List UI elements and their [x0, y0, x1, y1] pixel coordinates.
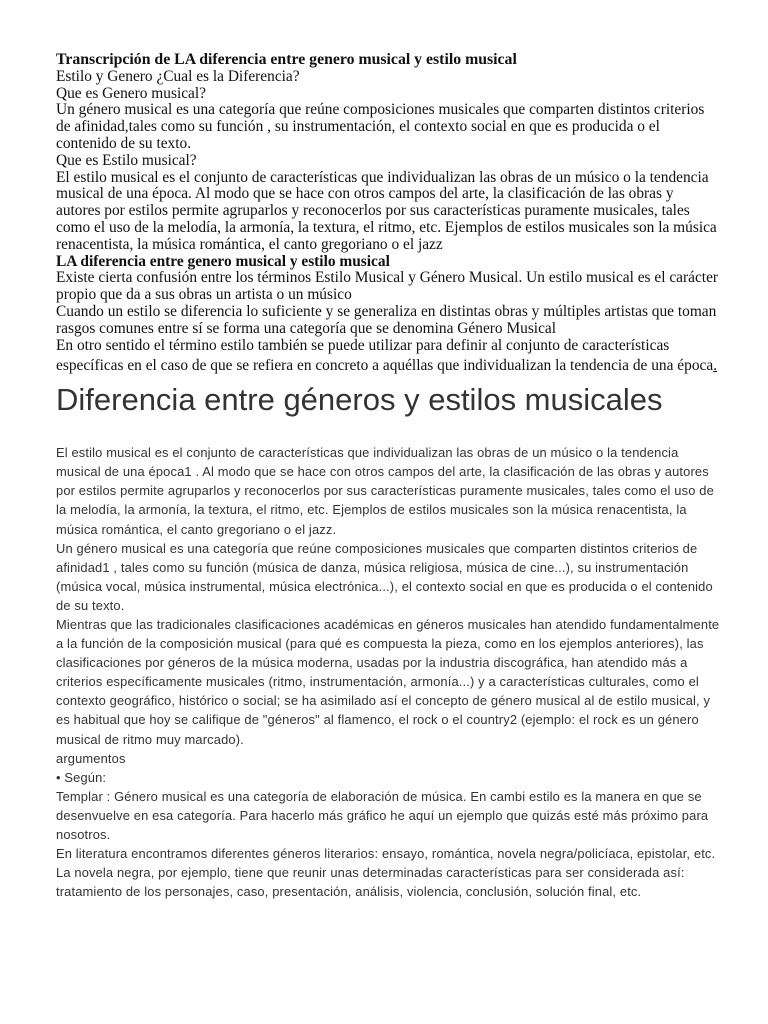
question-difference: Estilo y Genero ¿Cual es la Diferencia? — [56, 67, 300, 85]
section-subtitle: LA diferencia entre genero musical y estilo musical — [56, 252, 390, 270]
answer-genre: Un género musical es una categoría que reúne composiciones musicales que comparten distintos criterios de afinidad,tales como su función , su instrumentación, el contexto social en que es producida o el contenido de su texto. — [56, 101, 705, 152]
trailing-period: . — [713, 357, 718, 375]
transcription-title: Transcripción de LA diferencia entre genero musical y estilo musical — [56, 51, 517, 68]
paragraph-generalization: Cuando un estilo se diferencia lo suficiente y se generaliza en distintas obras y múltiples artistas que toman rasgos comunes entre sí se forma una categoría que se denomina Género Musical — [56, 302, 717, 337]
article-heading: Diferencia entre géneros y estilos musicales — [56, 382, 663, 418]
article-paragraph-literature: En literatura encontramos diferentes géneros literarios: ensayo, romántica, novela negra/policíaca, epistolar, etc. La novela negra, por ejemplo, tiene que reunir unas determinadas características para ser considerada así: tratamiento de los personajes, caso, presentación, análisis, violencia, conclusión, solución final, etc. — [56, 846, 716, 900]
answer-style: El estilo musical es el conjunto de características que individualizan las obras de un músico o la tendencia musical de una época. Al modo que se hace con otros campos del arte, la clasificación de las obras y autores por estilos permite agruparlos y reconocerlos por sus características puramente musicales, tales como el uso de la melodía, la armonía, la textura, el ritmo, etc. Ejemplos de estilos musicales son la música renacentista, la música romántica, el canto gregoriano o el jazz — [56, 168, 717, 253]
paragraph-confusion: Existe cierta confusión entre los términos Estilo Musical y Género Musical. Un estilo musical es el carácter propio que da a sus obras un artista o un músico — [56, 269, 719, 304]
article-paragraph-classification: Mientras que las tradicionales clasificaciones académicas en géneros musicales han atendido fundamentalmente a la función de la composición musical (para qué es compuesta la pieza, como en los ejemplos anteriores), las clasificaciones por géneros de la música moderna, usadas por la industria discográfica, han atendido más a criterios específicamente musicales (ritmo, instrumentación, armonía...) y a características culturales, como el contexto geográfico, histórico o social; se ha asimilado así el concepto de género musical al de estilo musical, y es habitual que hoy se califique de "géneros" al flamenco, el rock o el country2 (ejemplo: el rock es un género musical de ritmo muy marcado). — [56, 616, 720, 747]
question-style: Que es Estilo musical? — [56, 151, 197, 169]
paragraph-other-sense-1: En otro sentido el término estilo también se puede utilizar para definir al conjunto de características — [56, 336, 670, 354]
article-body — [56, 443, 720, 901]
transcription-section — [56, 52, 720, 375]
article-paragraph-style: El estilo musical es el conjunto de características que individualizan las obras de un músico o la tendencia musical de una época1 . Al modo que se hace con otros campos del arte, la clasificación de las obras y autores por estilos permite agruparlos y reconocerlos por sus características puramente musicales, tales como el uso de la melodía, la armonía, la textura, el ritmo, etc. Ejemplos de estilos musicales son la música renacentista, la música romántica, el canto gregoriano o el jazz. — [56, 445, 714, 537]
article-arguments-label: argumentos — [56, 750, 126, 766]
article-paragraph-genre: Un género musical es una categoría que reúne composiciones musicales que comparten distintos criterios de afinidad1 , tales como su función (música de danza, música religiosa, música de cine...), su instrumentación (música vocal, música instrumental, música electrónica...), el contexto social en que es producida o el contenido de su texto. — [56, 540, 713, 613]
document-page — [56, 52, 720, 901]
article-bullet-segun: • Según: — [56, 769, 107, 785]
paragraph-other-sense-2 — [56, 358, 720, 375]
paragraph-other-sense-2-text: específicas en el caso de que se refiera en concreto a aquéllas que individualizan la tendencia de una época — [56, 357, 714, 375]
question-genre: Que es Genero musical? — [56, 84, 206, 102]
article-paragraph-templar: Templar : Género musical es una categoría de elaboración de música. En cambi estilo es la manera en que se desenvuelve en esa categoría. Para hacerlo más gráfico he aquí un ejemplo que quizás esté más próximo para nosotros. — [56, 788, 709, 843]
